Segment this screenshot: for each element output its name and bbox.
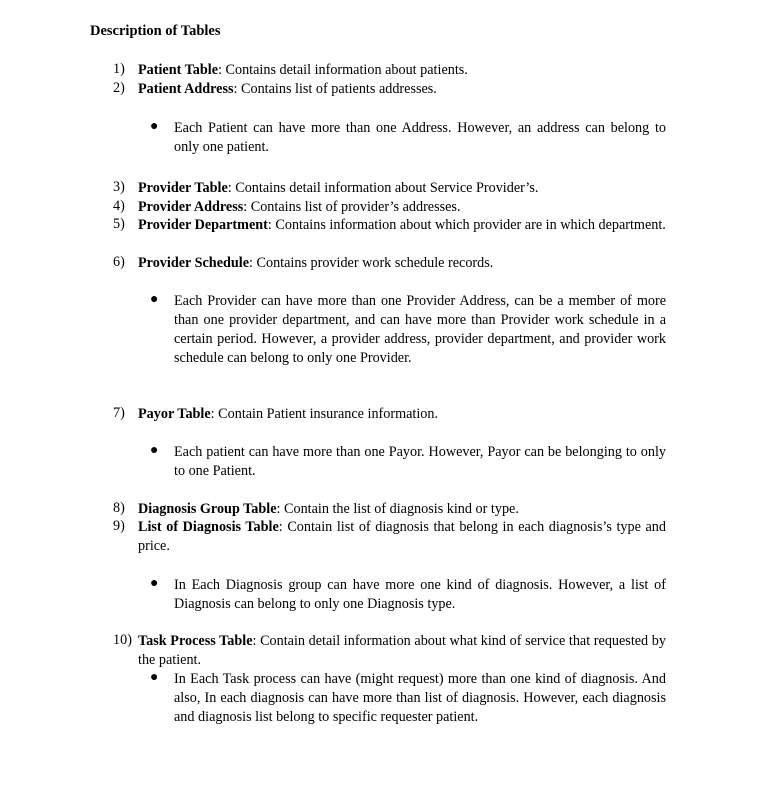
table-description: Contains list of provider’s addresses. [250,199,461,215]
table-description: Contains detail information about patients. [225,62,468,78]
bullet-text: In Each Task process can have (might request) more than one kind of diagnosis. And also, In each diagnosis can have more than list of diagnosis. However, each diagnosis and diagnosis list belong to specific requester patient. [174,671,666,725]
table-name: List of Diagnosis Table [138,519,279,535]
table-description: Contains provider work schedule records. [256,255,494,271]
item-number: 3) [113,179,125,195]
item-number: 6) [113,254,125,270]
item-number: 5) [113,216,125,232]
table-name: Payor Table [138,406,211,422]
table-name: Patient Table [138,62,219,78]
table-description: Contains information about which provider are in which department. [275,217,666,233]
item-number: 2) [113,80,125,96]
bullet-icon: ● [150,576,159,591]
bullet-text: Each Patient can have more than one Address. However, an address can belong to only one patient. [174,120,666,155]
bullet-icon: ● [150,292,159,307]
table-name: Provider Table [138,180,228,196]
table-name: Provider Schedule [138,255,250,271]
item-number: 9) [113,518,125,534]
item-number: 7) [113,405,125,421]
item-number: 1) [113,61,125,77]
item-number: 4) [113,198,125,214]
table-description: Contain the list of diagnosis kind or type. [284,501,519,517]
table-description: Contain list of diagnosis that belong in each diagnosis’s type and price. [138,519,666,554]
table-name: Provider Department [138,217,268,233]
table-description: Contain detail information about what kind of service that requested by the patient. [138,633,666,668]
table-name: Diagnosis Group Table [138,501,277,517]
bullet-text: Each Provider can have more than one Provider Address, can be a member of more than one provider department, and can have more than Provider work schedule in a certain period. However, a provider address, provider department, and provider work schedule can belong to only one Provider. [174,293,666,366]
bullet-text: In Each Diagnosis group can have more one kind of diagnosis. However, a list of Diagnosis can belong to only one Diagnosis type. [174,577,666,612]
item-number: 8) [113,500,125,516]
bullet-text: Each patient can have more than one Payor. However, Payor can be belonging to only to one Patient. [174,444,666,479]
bullet-icon: ● [150,443,159,458]
table-description: Contains list of patients addresses. [241,81,437,97]
table-name: Patient Address [138,81,234,97]
bullet-icon: ● [150,670,159,685]
table-name: Provider Address [138,199,244,215]
table-description: Contains detail information about Service Provider’s. [235,180,539,196]
table-name: Task Process Table [138,633,253,649]
table-description: Contain Patient insurance information. [218,406,439,422]
page-title: Description of Tables [90,23,221,39]
bullet-icon: ● [150,119,159,134]
item-number: 10) [113,632,132,648]
